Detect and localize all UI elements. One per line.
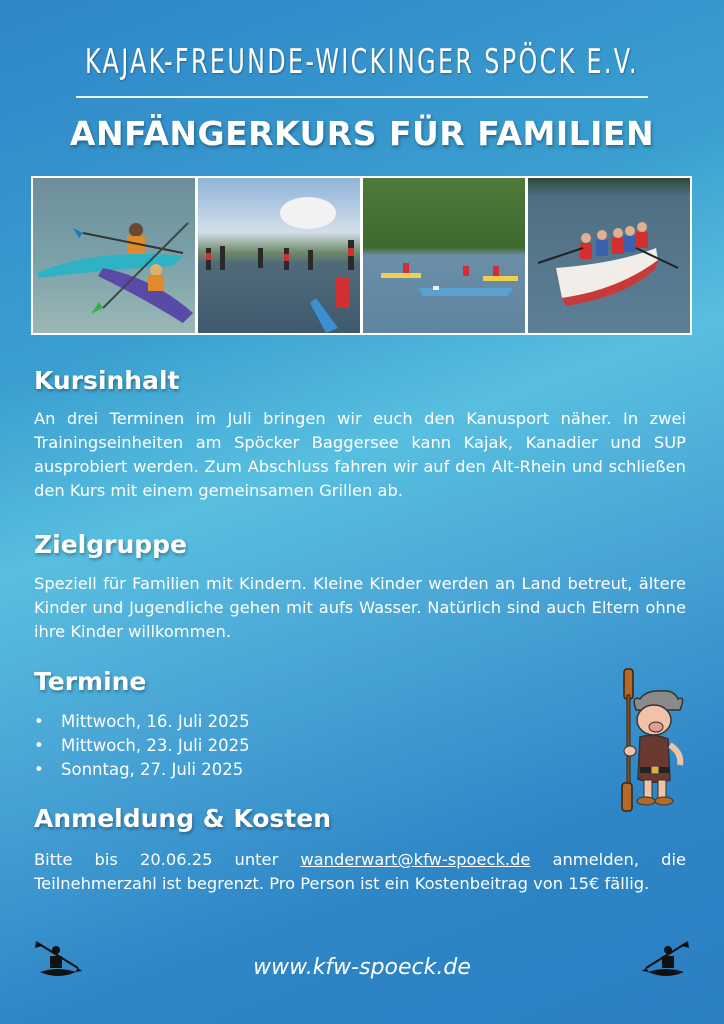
anmeldung-text <box>34 848 686 896</box>
kursinhalt-text: An drei Terminen im Juli bringen wir euch den Kanusport näher. In zwei Trainingseinheiten am Spöcker Baggersee kann Kajak, Kanadier und SUP ausprobiert werden. Zum Abschluss fahren wir auf den Alt-Rhein und schließen den Kurs mit einem gemeinsamen Grillen ab. <box>34 409 686 500</box>
section-heading-anmeldung: Anmeldung & Kosten <box>34 804 332 833</box>
list-item: • Mittwoch, 16. Juli 2025 <box>34 710 250 734</box>
list-item: • Sonntag, 27. Juli 2025 <box>34 758 250 782</box>
email-link[interactable]: wanderwart@kfw-spoeck.de <box>300 850 531 869</box>
anmeldung-text-start: Bitte bis 20.06.25 unter <box>34 850 301 869</box>
list-item: • Mittwoch, 23. Juli 2025 <box>34 734 250 758</box>
section-heading-termine: Termine <box>34 667 147 696</box>
club-name: KAJAK-FREUNDE-WICKINGER SPÖCK E.V. <box>85 42 639 82</box>
photo-strip <box>31 176 692 335</box>
title-divider <box>76 96 648 98</box>
sup-photo <box>198 178 360 333</box>
zielgruppe-text: Speziell für Familien mit Kindern. Kleine Kinder werden an Land betreut, ältere Kinder und Jugendliche gehen mit aufs Wasser. Natürlich sind auch Eltern ohne ihre Kinder willkommen. <box>34 574 686 641</box>
section-heading-kursinhalt: Kursinhalt <box>34 366 180 395</box>
page-title: ANFÄNGERKURS FÜR FAMILIEN <box>69 114 655 153</box>
lake-photo <box>363 178 525 333</box>
viking-mascot-icon <box>606 665 688 815</box>
kayak-photo <box>33 178 195 333</box>
canoe-photo <box>528 178 690 333</box>
termine-list <box>34 710 250 782</box>
anmeldung-text-end: anmelden, die Teilnehmerzahl ist begrenzt. Pro Person ist ein Kostenbeitrag von 15€ fällig. <box>34 850 686 893</box>
section-heading-zielgruppe: Zielgruppe <box>34 530 187 559</box>
website-link[interactable]: www.kfw-spoeck.de <box>253 955 471 980</box>
